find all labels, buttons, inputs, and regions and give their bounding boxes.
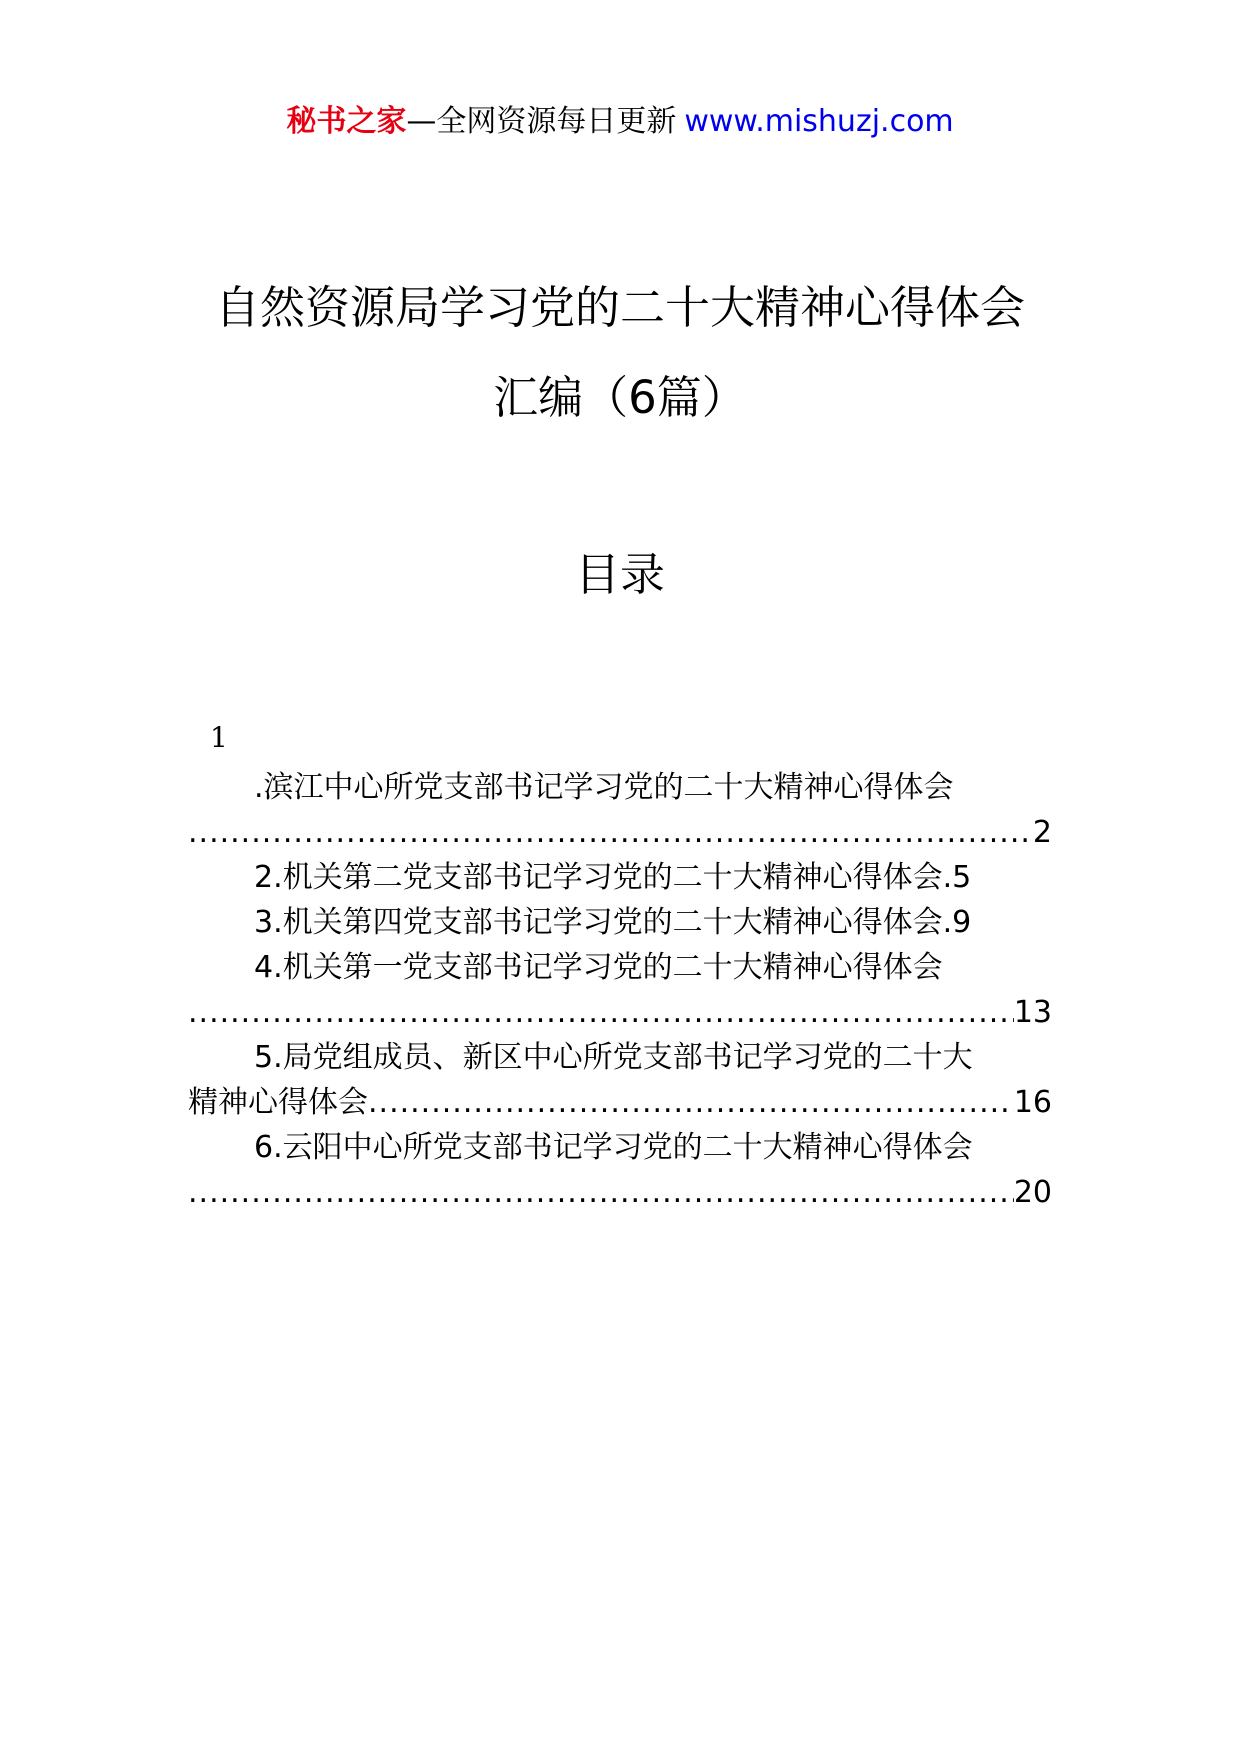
- toc-entry-1-leader-line[interactable]: [188, 810, 1052, 855]
- toc-entry-4[interactable]: [188, 945, 1052, 990]
- toc-entry-title: 2.机关第二党支部书记学习党的二十大精神心得体会.: [254, 860, 953, 895]
- toc-entry-title: 5.局党组成员、新区中心所党支部书记学习党的二十大: [254, 1040, 973, 1075]
- toc-entry-4-leader-line[interactable]: [188, 990, 1052, 1035]
- toc-page-number: 9: [952, 905, 972, 940]
- site-banner: [0, 102, 1240, 142]
- banner-slogan: —全网资源每日更新: [406, 104, 677, 139]
- toc-entry-title: 4.机关第一党支部书记学习党的二十大精神心得体会: [254, 950, 943, 985]
- toc-entry-5[interactable]: [188, 1035, 1052, 1080]
- banner-url-link[interactable]: www.mishuzj.com: [684, 104, 954, 139]
- toc-entry-title: 6.云阳中心所党支部书记学习党的二十大精神心得体会: [254, 1130, 973, 1165]
- toc-page-number: 16: [1013, 1085, 1052, 1120]
- toc-stray-number: 1: [210, 721, 228, 754]
- toc-entry-5-leader-line[interactable]: [188, 1080, 1052, 1125]
- table-of-contents: [188, 720, 1052, 1215]
- toc-entry-title-continued: 精神心得体会: [188, 1085, 368, 1120]
- toc-page-number: 2: [1032, 815, 1052, 850]
- toc-page-number: 5: [952, 860, 972, 895]
- toc-dot-leader: [368, 1080, 1014, 1125]
- toc-entry-6-leader-line[interactable]: [188, 1170, 1052, 1215]
- toc-dot-leader: [188, 1170, 1014, 1215]
- toc-page-number: 13: [1013, 995, 1052, 1030]
- toc-entry-title: .滨江中心所党支部书记学习党的二十大精神心得体会: [254, 770, 954, 805]
- toc-entry-2[interactable]: [188, 855, 1052, 900]
- document-title-line-1: 自然资源局学习党的二十大精神心得体会: [214, 281, 1025, 334]
- toc-spacer: [188, 720, 1052, 765]
- toc-page-number: 20: [1013, 1175, 1052, 1210]
- toc-dot-leader: [188, 810, 1033, 855]
- banner-brand: 秘书之家: [286, 104, 407, 139]
- toc-entry-1[interactable]: [188, 765, 1052, 810]
- toc-heading: 目录: [574, 548, 665, 601]
- toc-entry-6[interactable]: [188, 1125, 1052, 1170]
- toc-entry-3[interactable]: [188, 900, 1052, 945]
- toc-dot-leader: [188, 990, 1014, 1035]
- document-title-line-2: 汇编（6篇）: [493, 371, 747, 424]
- toc-entry-title: 3.机关第四党支部书记学习党的二十大精神心得体会.: [254, 905, 953, 940]
